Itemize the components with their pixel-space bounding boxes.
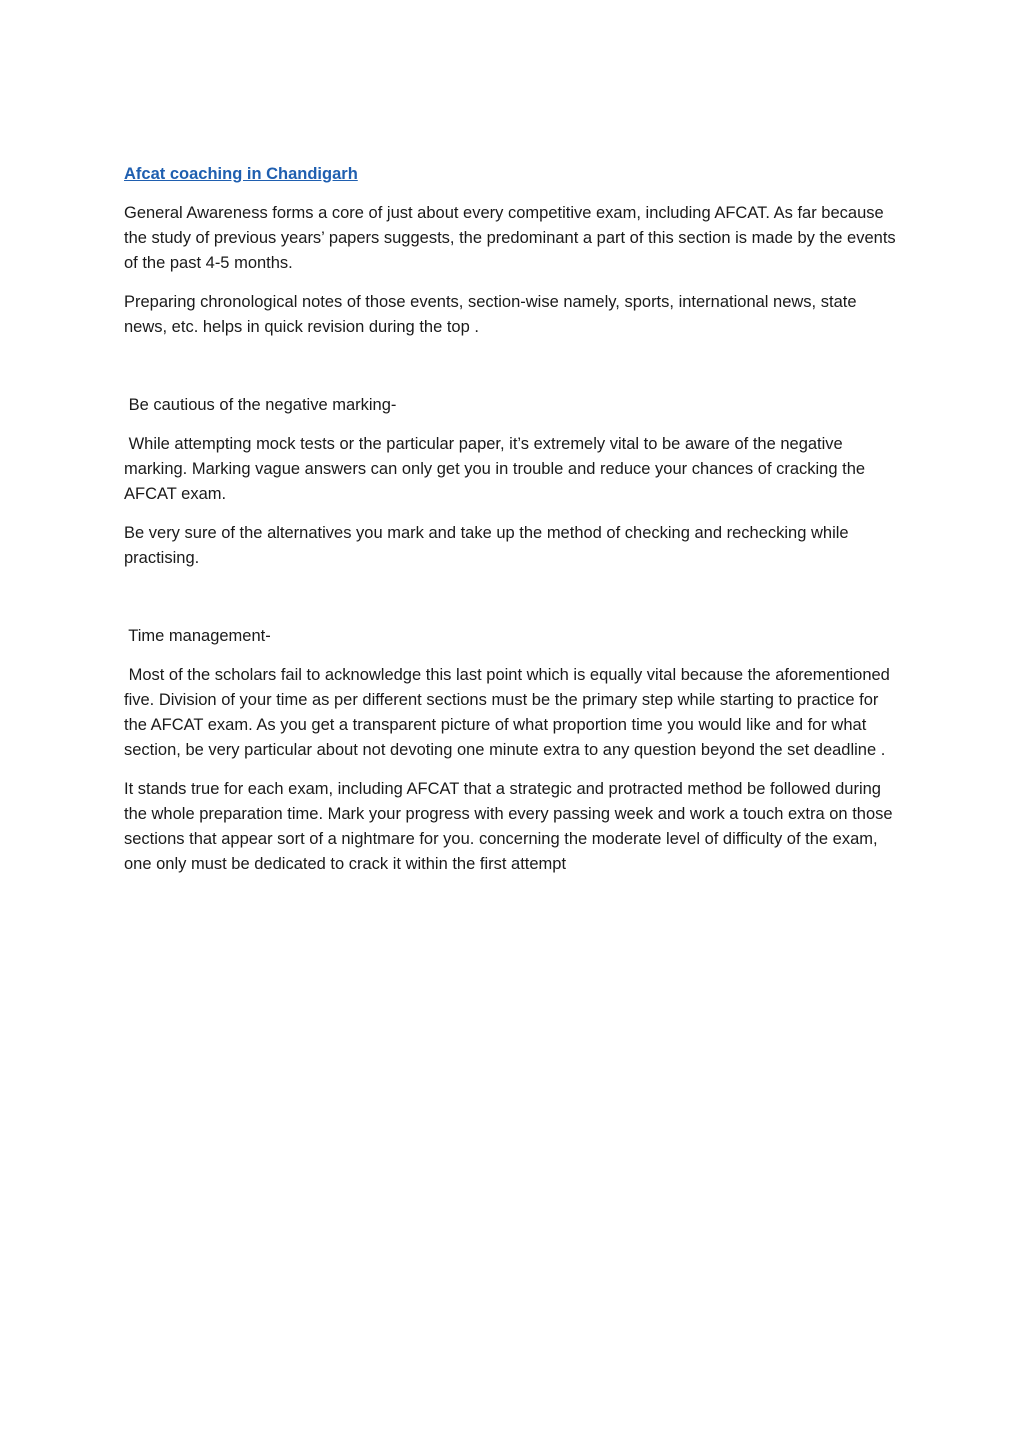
heading-time-management: Time management-	[124, 627, 271, 645]
paragraph-chronological-notes: Preparing chronological notes of those events, section-wise namely, sports, international news, state news, etc. helps in quick revision during the top .	[124, 293, 857, 336]
document-page	[124, 162, 904, 891]
spacer	[124, 585, 904, 624]
paragraph-strategic-method: It stands true for each exam, including AFCAT that a strategic and protracted method be followed during the whole preparation time. Mark your progress with every passing week and work a touch extra on those sections that appear sort of a nightmare for you. concerning the moderate level of difficulty of the exam, one only must be dedicated to crack it within the first attempt	[124, 780, 893, 873]
afcat-coaching-link[interactable]: Afcat coaching in Chandigarh	[124, 165, 358, 183]
spacer	[124, 354, 904, 393]
paragraph-negative-marking: While attempting mock tests or the particular paper, it’s extremely vital to be aware of the negative marking. Marking vague answers can only get you in trouble and reduce your chances of cracking the AFCAT exam.	[124, 435, 869, 503]
heading-negative-marking: Be cautious of the negative marking-	[124, 396, 397, 414]
paragraph-alternatives: Be very sure of the alternatives you mark and take up the method of checking and rechecking while practising.	[124, 524, 849, 567]
paragraph-general-awareness: General Awareness forms a core of just about every competitive exam, including AFCAT. As far because the study of previous years’ papers suggests, the predominant a part of this section is made by the events of the past 4-5 months.	[124, 204, 896, 272]
paragraph-time-management: Most of the scholars fail to acknowledge this last point which is equally vital because the aforementioned five. Division of your time as per different sections must be the primary step while starting to practice for the AFCAT exam. As you get a transparent picture of what proportion time you would like and for what section, be very particular about not devoting one minute extra to any question beyond the set deadline .	[124, 666, 895, 759]
